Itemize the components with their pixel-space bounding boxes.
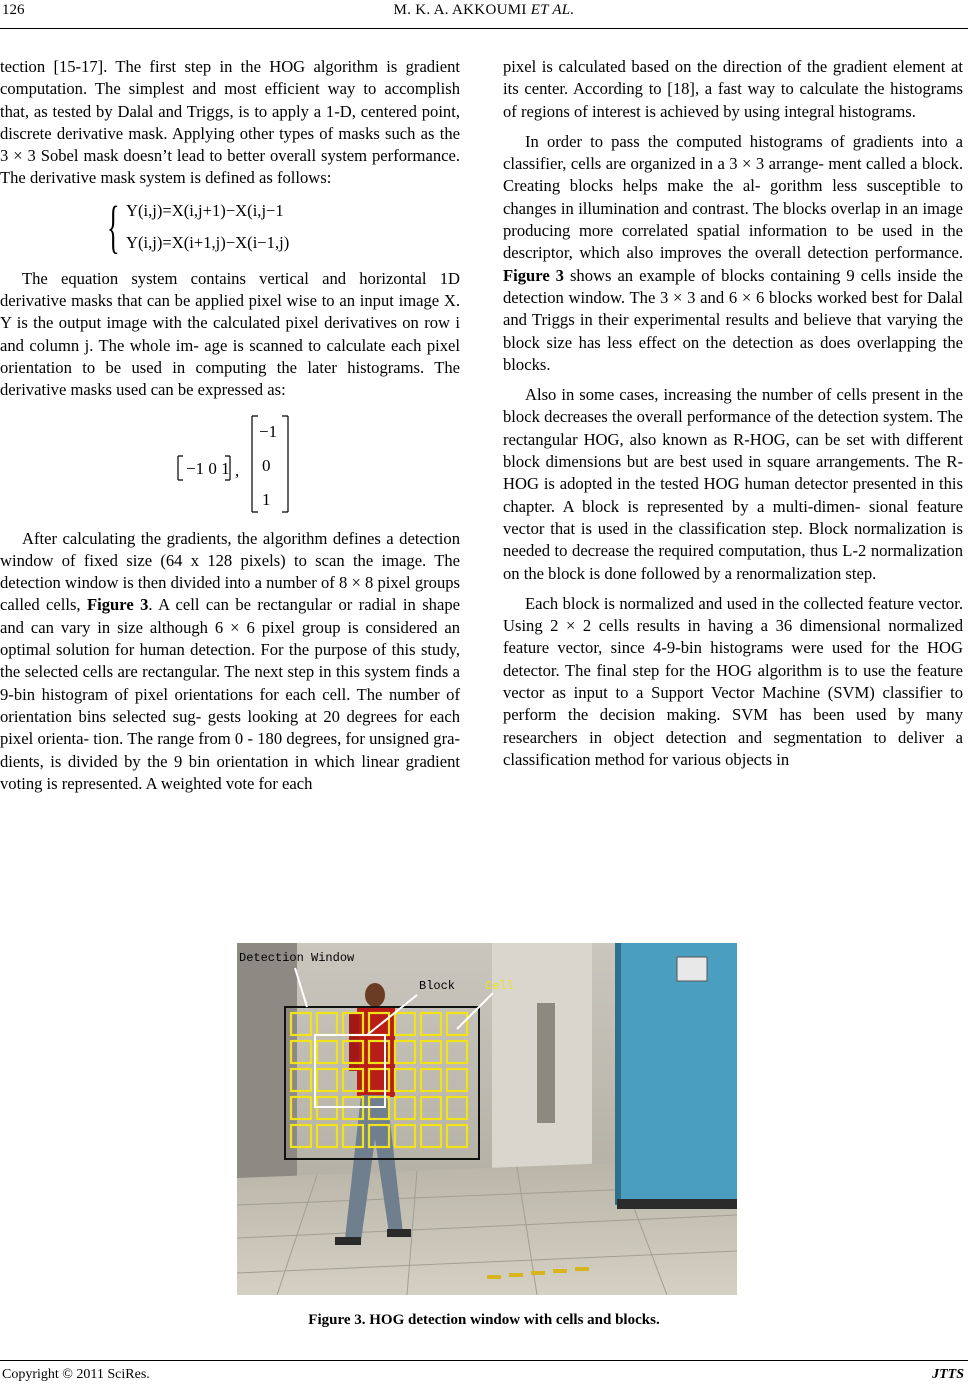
hog-photo bbox=[237, 943, 737, 1295]
footer-journal: JTTS bbox=[932, 1367, 964, 1382]
label-cell: Cell bbox=[485, 979, 514, 993]
figure-3-reference-2: Figure 3 bbox=[503, 265, 564, 285]
col-mask-2: 0 bbox=[262, 455, 271, 475]
left-p3-text-a: After calculating the gradients, the algorithm defines a detection window of fixed size (64 x 128 pixels) to scan the image. The detection window is then divided into a number of 8 × 8 pixel groups called cells, bbox=[0, 528, 460, 615]
row-mask: −1 0 1 bbox=[186, 458, 230, 478]
header-rule bbox=[0, 28, 968, 29]
left-paragraph-2: The equation system contains vertical and horizontal 1D derivative masks that can be applied pixel wise to an input image X. Y is the output image with the calculated pixel derivatives on row i and column j. The whole im- age is scanned to calculate each pixel orientation to be used in computing the later histograms. The derivative masks used can be expressed as: bbox=[0, 268, 460, 400]
equation-brace: { bbox=[107, 193, 120, 259]
label-detection-window: Detection Window bbox=[239, 951, 355, 965]
left-paragraph-1: tection [15-17]. The first step in the HOG algorithm is gradient computation. The simplest and most efficient way to accomplish that, as tested by Dalal and Triggs, is to apply a 1-D, centered point, discrete derivative mask. Applying other types of masks such as the 3 × 3 Sobel mask doesn’t lead to better overall system performance. The derivative mask system is defined as follows: bbox=[0, 57, 460, 188]
right-p2-text-a: In order to pass the computed histograms of gradients into a classifier, cells are organized in a 3 × 3 arrange- ment called a block. Creating blocks helps make the al- gorithm less susceptible to changes in illumination and contrast. The blocks overlap in an image producing more correlated spatial information to be used in the descriptor, which also improves the overall detection performance. bbox=[503, 131, 963, 263]
footer-rule bbox=[0, 1360, 968, 1361]
left-column bbox=[0, 56, 460, 795]
figure-caption: Figure 3. HOG detection window with cells and blocks. bbox=[308, 1312, 660, 1328]
equation-line-1: Y(i,j)=X(i,j+1)−X(i,j−1 bbox=[126, 200, 284, 220]
running-head bbox=[0, 2, 968, 19]
figure-3-reference: Figure 3 bbox=[87, 595, 149, 615]
running-head-etal: ET AL. bbox=[530, 2, 575, 18]
left-p3-text-b: . A cell can be rectangular or radial in shape and can vary in size although 6 × 6 pixel group is considered an optimal solution for human detection. For the purpose of this study, the selected cells are rectangular. The next step in this system finds a 9-bin histogram of pixel orientations for each cell. The number of orientation bins selected sug- gests looking at 20 degrees for each pixel orienta- tion. The range from 0 - 180 degrees, for unsigned gra- dients, is divided by the 9 bin orientation in which linear gradient voting is represented. A weighted vote for each bbox=[0, 595, 460, 793]
right-paragraph-1: pixel is calculated based on the direction of the gradient element at its center. According to [18], a fast way to calculate the histograms of regions of interest is achieved by using integral histograms. bbox=[503, 57, 963, 121]
masks-svg bbox=[0, 410, 460, 518]
right-p2-text-b: shows an example of blocks containing 9 cells inside the detection window. The 3 × 3 and 6 × 6 blocks worked best for Dalal and Triggs in their experimental results and believe that varying the block size has less effect on the detection as does overlapping the blocks. bbox=[503, 265, 963, 374]
derivative-masks-equation bbox=[0, 410, 460, 518]
footer-copyright: Copyright © 2011 SciRes. bbox=[2, 1367, 150, 1382]
col-mask-1: −1 bbox=[259, 421, 278, 441]
right-paragraph-2 bbox=[503, 131, 963, 376]
right-paragraph-3: Also in some cases, increasing the number of cells present in the block decreases the overall performance of the detection system. The rectangular HOG, also known as R-HOG, can be set with different block dimensions but are best used in square arrangements. The R-HOG is adopted in the tested HOG human detector presented in this chapter. A block is represented by a multi-dimen- sional feature vector that is used in the classification step. Block normalization is needed to decrease the required computation, thus L-2 normalization on the block is done followed by a renormalization step. bbox=[503, 385, 963, 583]
col-mask-3: 1 bbox=[262, 489, 271, 509]
derivative-equation-system bbox=[0, 194, 460, 262]
page-number: 126 bbox=[2, 2, 25, 18]
right-column bbox=[503, 56, 963, 771]
figure-3 bbox=[237, 943, 737, 1295]
left-paragraph-3 bbox=[0, 528, 460, 796]
right-paragraph-4: Each block is normalized and used in the collected feature vector. Using 2 × 2 cells results in having a 36 dimensional normalized feature vector, since 4-9-bin histograms were used for the HOG detector. The final step for the HOG algorithm is to use the feature vector as input to a Support Vector Machine (SVM) classifier to perform the decision making. SVM has been used by many researchers in object detection and segmentation to deliver a classification method for various objects in bbox=[503, 593, 963, 769]
running-head-authors: M. K. A. AKKOUMI bbox=[393, 2, 527, 18]
label-block: Block bbox=[419, 979, 456, 993]
equation-line-2: Y(i,j)=X(i+1,j)−X(i−1,j) bbox=[126, 232, 290, 252]
mask-comma: , bbox=[235, 460, 240, 480]
